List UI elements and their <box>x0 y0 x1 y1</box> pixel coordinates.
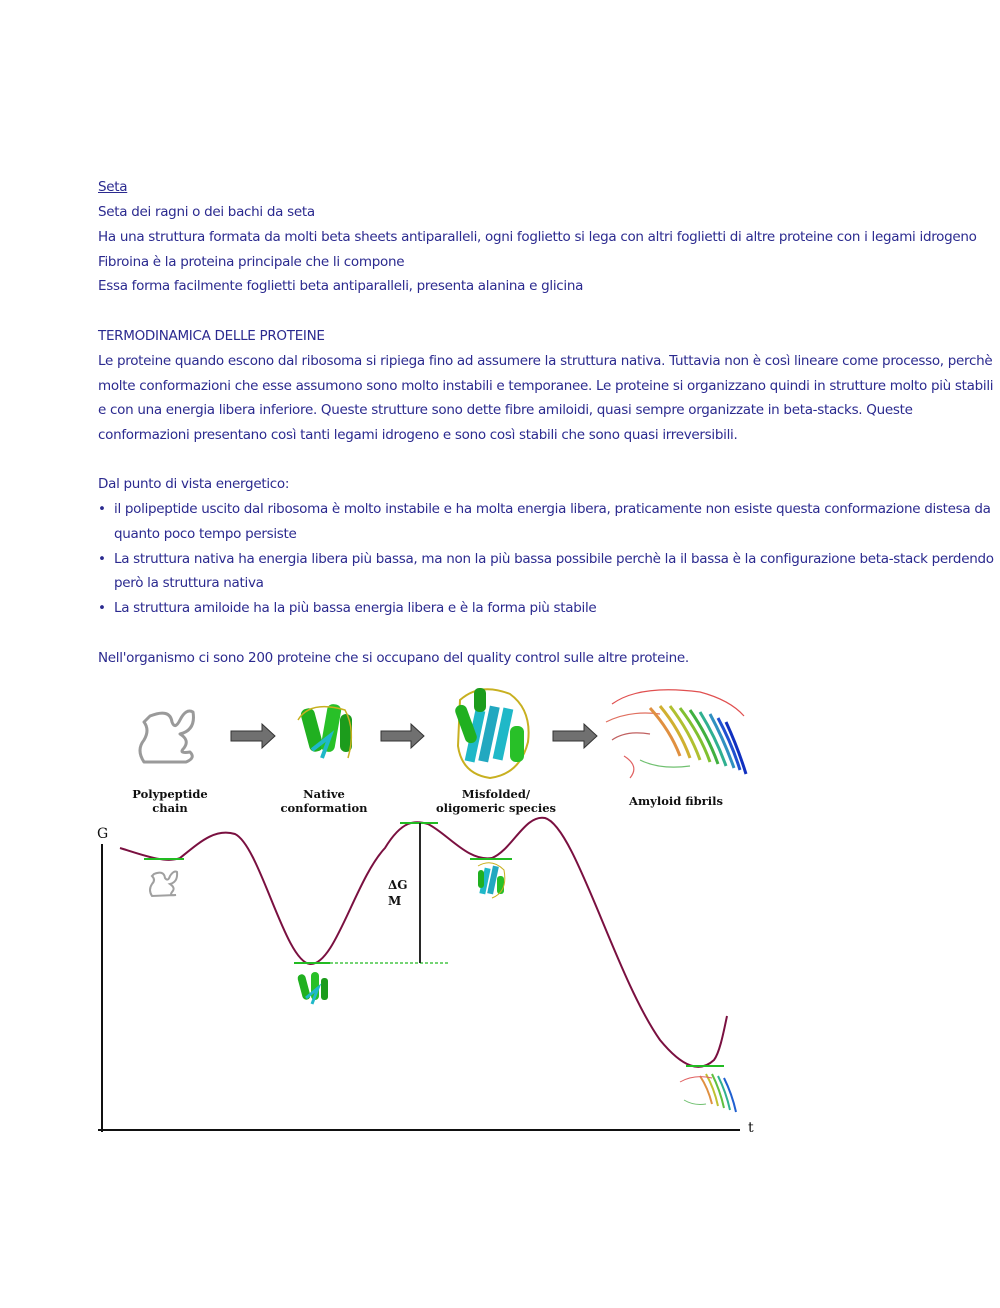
amyloid-fibrils-icon <box>606 690 746 778</box>
silk-line: Fibroina è la proteina principale che li compone <box>98 254 405 270</box>
silk-heading: Seta <box>98 179 128 195</box>
stage-label: Polypeptide <box>132 787 208 801</box>
polypeptide-chain-small-icon <box>150 872 177 897</box>
energy-landscape-figure <box>0 670 1000 1160</box>
silk-line: Ha una struttura formata da molti beta sheets antiparalleli, ogni foglietto si lega con altri foglietti di altre proteine con i legami idrogeno <box>98 229 977 245</box>
arrow-icon <box>381 724 424 748</box>
thermo-line: e con una energia libera inferiore. Queste strutture sono dette fibre amiloidi, quasi sempre organizzate in beta-stacks. Queste <box>98 402 913 418</box>
stage-label: chain <box>152 801 188 815</box>
bullet-text: La struttura amiloide ha la più bassa energia libera e è la forma più stabile <box>114 600 597 616</box>
native-conformation-icon <box>298 703 352 758</box>
stage-label: Native <box>303 787 345 801</box>
delta-g-label: M <box>388 894 402 908</box>
misfolded-species-small-icon <box>478 863 505 898</box>
y-axis-label: G <box>97 826 109 842</box>
stage-label: oligomeric species <box>435 801 557 815</box>
arrow-icon <box>553 724 597 748</box>
delta-g-label: ΔG <box>388 878 408 892</box>
native-conformation-small-icon <box>297 972 328 1004</box>
bullet-text: però la struttura nativa <box>114 575 264 591</box>
x-axis-label: t <box>748 1120 754 1136</box>
silk-line: Seta dei ragni o dei bachi da seta <box>98 204 315 220</box>
bullet-text: quanto poco tempo persiste <box>114 526 297 542</box>
thermo-line: molte conformazioni che esse assumono sono molto instabili e temporanee. Le proteine si organizzano quindi in strutture molto più stabili <box>98 378 994 394</box>
bullet-text: il polipeptide uscito dal ribosoma è molto instabile e ha molta energia libera, praticamente non esiste questa conformazione distesa da <box>114 501 991 517</box>
arrow-icon <box>231 724 275 748</box>
misfolded-species-icon <box>454 688 529 778</box>
stage-label: Misfolded/ <box>461 787 531 801</box>
bullet-text: La struttura nativa ha energia libera più bassa, ma non la più bassa possibile perchè la il bassa è la configurazione beta-stack perdendo <box>114 551 994 567</box>
bullet-marker: • <box>98 600 106 616</box>
thermo-heading: TERMODINAMICA DELLE PROTEINE <box>98 328 325 344</box>
polypeptide-chain-icon <box>140 711 193 762</box>
thermo-line: Le proteine quando escono dal ribosoma si ripiega fino ad assumere la struttura nativa. Tuttavia non è così lineare come processo, perchè <box>98 353 993 369</box>
energy-curve <box>120 818 727 1067</box>
bullet-marker: • <box>98 551 106 567</box>
bullet-marker: • <box>98 501 106 517</box>
silk-line: Essa forma facilmente foglietti beta antiparalleli, presenta alanina e glicina <box>98 278 584 294</box>
quality-control-line: Nell'organismo ci sono 200 proteine che si occupano del quality control sulle altre proteine. <box>98 650 689 666</box>
stage-labels <box>132 787 723 815</box>
amyloid-fibrils-small-icon <box>680 1074 736 1112</box>
thermo-line: conformazioni presentano così tanti legami idrogeno e sono così stabili che sono quasi irreversibili. <box>98 427 738 443</box>
stage-label: conformation <box>280 801 368 815</box>
energy-intro: Dal punto di vista energetico: <box>98 476 290 492</box>
stage-label: Amyloid fibrils <box>629 794 723 808</box>
